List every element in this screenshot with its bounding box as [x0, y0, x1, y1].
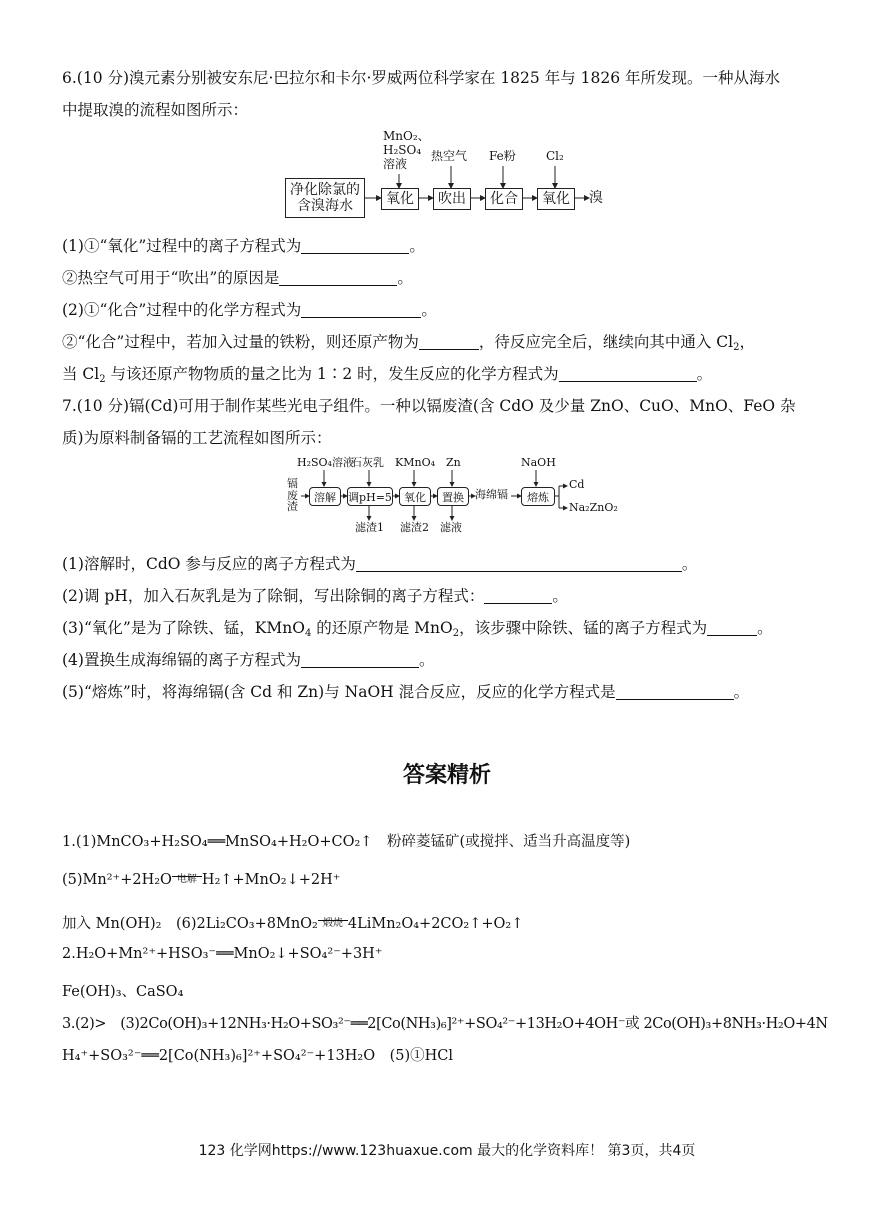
q7-sub3-text2: 的还原产物是 MnO [311, 619, 453, 637]
q6-sub2b-text2: ，待反应完全后，继续向其中通入 Cl [478, 333, 734, 351]
answer-blank[interactable] [616, 684, 734, 701]
reagent-line2: H₂SO₄ [383, 142, 422, 157]
flow-step-smelt: 熔炼 [521, 487, 555, 506]
answer-blank[interactable] [356, 556, 682, 573]
period: 。 [409, 237, 425, 255]
comma: ， [739, 333, 755, 351]
waste-char2: 废 [287, 488, 298, 502]
flow-step-combine: 化合 [485, 188, 523, 210]
answer-6: 3.(2)> (3)2Co(OH)₃+12NH₃·H₂O+SO₃²⁻══2[Co(NH₃)₆]²⁺+SO₄²⁻+13H₂O+4OH⁻或 2Co(OH)₃+8NH₃·H₂O+4N [62, 1016, 828, 1032]
answer-2-left: (5)Mn²⁺+2H₂O [62, 872, 172, 888]
flow-residue-2: 滤渣2 [400, 521, 429, 534]
answer-blank[interactable] [301, 238, 409, 255]
q7-sub2 [62, 584, 568, 606]
flow-reagent-h2so4: H₂SO₄溶液 [297, 456, 354, 469]
answer-blank[interactable] [301, 652, 419, 669]
bromine-flow-diagram [285, 128, 615, 218]
start-box-line2: 含溴海水 [297, 198, 353, 214]
flow-filtrate: 滤液 [440, 521, 462, 534]
answer-2-right: H₂↑+MnO₂↓+2H⁺ [201, 872, 341, 888]
q6-sub1b-text: ②热空气可用于“吹出”的原因是 [62, 269, 280, 287]
q6-sub1b [62, 266, 413, 288]
answer-3-right: 4LiMn₂O₄+2CO₂↑+O₂↑ [347, 916, 524, 932]
subscript: 2 [733, 342, 740, 353]
period: 。 [397, 269, 413, 287]
flow-reagent-hot-air: 热空气 [431, 149, 468, 163]
flow-reagent-zn: Zn [446, 456, 461, 469]
flow-step-oxidize: 氧化 [399, 487, 431, 506]
q6-sub1a [62, 234, 425, 256]
q6-sub2b-line2 [62, 362, 712, 384]
answer-7: H₄⁺+SO₃²⁻══2[Co(NH₃)₆]²⁺+SO₄²⁻+13H₂O (5)①HCl [62, 1048, 454, 1064]
q7-sub5 [62, 680, 749, 702]
waste-char1: 镉 [287, 477, 298, 490]
condition-label: 煅烧 [322, 918, 343, 929]
q6-sub1a-text: (1)①“氧化”过程中的离子方程式为 [62, 237, 302, 255]
answer-blank[interactable] [419, 334, 479, 351]
period: 。 [757, 619, 773, 637]
flow-sponge-cd: 海绵镉 [475, 488, 508, 501]
flow-step-replace: 置换 [437, 487, 469, 506]
period: 。 [696, 365, 713, 383]
period: 。 [418, 651, 435, 669]
answer-2 [62, 872, 340, 888]
flow-product-cd: Cd [569, 478, 585, 491]
flow-step-adjust-ph: 调pH=5 [347, 487, 393, 506]
subscript: 4 [304, 628, 312, 639]
start-box-line1: 净化除氯的 [290, 181, 360, 198]
q7-sub4-text: (4)置换生成海绵镉的离子方程式为 [62, 651, 301, 669]
reagent-line1: MnO₂、 [383, 129, 430, 143]
answer-blank[interactable] [559, 366, 697, 383]
page-footer: 123 化学网https://www.123huaxue.com 最大的化学资料库！ 第3页，共4页 [198, 1143, 696, 1159]
period: 。 [552, 587, 568, 605]
period: 。 [681, 555, 698, 573]
answer-blank[interactable] [301, 302, 421, 319]
flow-residue-1: 滤渣1 [355, 521, 384, 534]
q7-sub3 [62, 616, 773, 638]
waste-char3: 渣 [287, 500, 298, 514]
q7-line2: 质)为原料制备镉的工艺流程如图所示： [62, 429, 332, 447]
q6-sub2b-text3: 当 Cl [62, 365, 100, 383]
answer-blank[interactable] [707, 620, 757, 637]
q6-line1: 6.(10 分)溴元素分别被安东尼·巴拉尔和卡尔·罗威两位科学家在 1825 年与 1826 年所发现。一种从海水 [62, 69, 780, 87]
q6-sub2b-text4: 与该还原产物物质的量之比为 1∶2 时，发生反应的化学方程式为 [105, 365, 559, 383]
flow-reagent-lime: 石灰乳 [351, 456, 384, 469]
q7-sub3-text1: (3)“氧化”是为了除铁、锰，KMnO [62, 619, 305, 637]
cadmium-flow-diagram [285, 456, 618, 540]
q7-sub5-text: (5)“熔炼”时，将海绵镉(含 Cd 和 Zn)与 NaOH 混合反应，反应的化学方程式是 [62, 683, 616, 701]
flow-product: 溴 [589, 190, 603, 206]
flow-step-blow: 吹出 [433, 188, 471, 210]
q6-sub2a-text: (2)①“化合”过程中的化学方程式为 [62, 301, 302, 319]
period: 。 [421, 301, 437, 319]
answer-3-left: 加入 Mn(OH)₂ (6)2Li₂CO₃+8MnO₂ [62, 916, 318, 932]
answer-4: 2.H₂O+Mn²⁺+HSO₃⁻══MnO₂↓+SO₄²⁻+3H⁺ [62, 946, 383, 962]
flow-step-dissolve: 溶解 [309, 487, 341, 506]
flow-reagent-mno2 [383, 130, 430, 171]
answer-blank[interactable] [279, 270, 397, 287]
reagent-line3: 溶液 [383, 156, 408, 171]
flow-reagent-fe: Fe粉 [489, 149, 516, 163]
flow-reagent-cl2: Cl₂ [546, 149, 564, 163]
flow-step-oxidize-1: 氧化 [381, 188, 419, 210]
q6-line2: 中提取溴的流程如图所示： [62, 101, 249, 119]
q7-sub1-text: (1)溶解时，CdO 参与反应的离子方程式为 [62, 555, 356, 573]
answer-5: Fe(OH)₃、CaSO₄ [62, 984, 184, 1000]
q7-sub3-text3: ，该步骤中除铁、锰的离子方程式为 [459, 619, 708, 637]
q7-sub1 [62, 552, 697, 574]
flow-start-waste [287, 478, 298, 513]
answer-blank[interactable] [484, 588, 552, 605]
flow-step-oxidize-2: 氧化 [537, 188, 575, 210]
flow-reagent-kmno4: KMnO₄ [395, 456, 435, 469]
q7-sub4 [62, 648, 434, 670]
answer-1: 1.(1)MnCO₃+H₂SO₄══MnSO₄+H₂O+CO₂↑ 粉碎菱锰矿(或搅拌、适当升高温度等) [62, 834, 631, 850]
subscript: 2 [452, 628, 460, 639]
q6-sub2b-line1 [62, 330, 755, 352]
flow-reagent-naoh: NaOH [521, 456, 556, 469]
q7-sub2-text: (2)调 pH，加入石灰乳是为了除铜，写出除铜的离子方程式： [62, 587, 485, 605]
q6-sub2b-text1: ②“化合”过程中，若加入过量的铁粉，则还原产物为 [62, 333, 419, 351]
subscript: 2 [99, 374, 106, 385]
condition-label: 电解 [176, 874, 197, 885]
period: 。 [733, 683, 750, 701]
q6-sub2a [62, 298, 437, 320]
q7-line1: 7.(10 分)镉(Cd)可用于制作某些光电子组件。一种以镉废渣(含 CdO 及少量 ZnO、CuO、MnO、FeO 杂 [62, 397, 796, 415]
answers-title: 答案精析 [402, 763, 491, 788]
answer-3 [62, 912, 523, 933]
flow-product-na2zno2: Na₂ZnO₂ [569, 501, 618, 514]
flow-start-box [285, 178, 365, 218]
